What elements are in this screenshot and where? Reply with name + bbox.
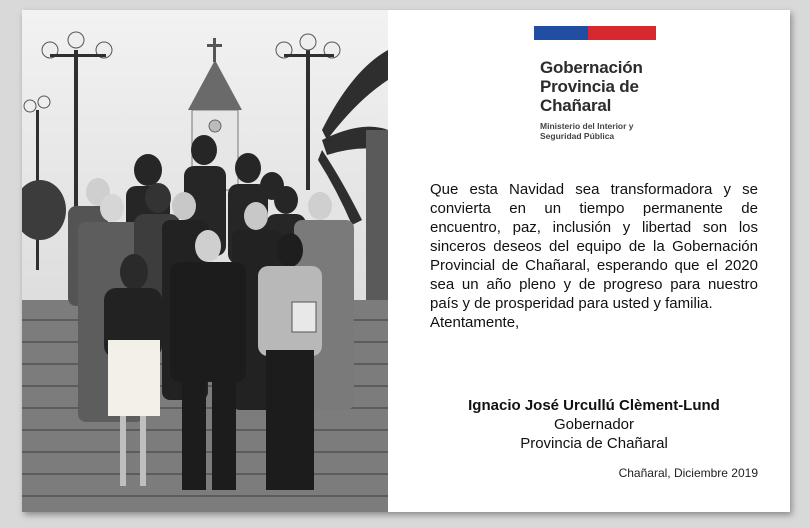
signatory-title: Gobernador <box>553 416 635 433</box>
institution-logo <box>540 58 700 141</box>
signature-block <box>430 396 758 453</box>
flag-red-stripe <box>588 26 656 40</box>
flag-blue-stripe <box>534 26 588 40</box>
brand-line-2: Provincia de <box>540 77 639 96</box>
brand-line-3: Chañaral <box>540 96 612 115</box>
message-closing: Atentamente, <box>430 314 520 331</box>
place-date: Chañaral, Diciembre 2019 <box>618 466 758 480</box>
brand-subtitle <box>540 121 700 141</box>
brand-sub-1: Ministerio del Interior y <box>540 121 634 131</box>
signatory-name: Ignacio José Urcullú Clèment-Lund <box>468 397 720 414</box>
message-body: Que esta Navidad sea transformadora y se convierta en un tiempo permanente de encuentro, paz, inclusión y libertad son los sinceros deseos del equipo de la Gobernación Provincial de Chañaral, esperando que el 2020 sea un año pleno y de progreso para nuestro país y de prosperidad para usted y familia. <box>430 181 758 312</box>
greeting-message <box>430 180 758 332</box>
signatory-org: Provincia de Chañaral <box>520 435 668 452</box>
group-photo-illustration <box>22 10 388 512</box>
brand-sub-2: Seguridad Pública <box>540 131 615 141</box>
flag-bar <box>534 26 656 40</box>
brand-line-1: Gobernación <box>540 58 643 77</box>
group-photo <box>22 10 388 512</box>
greeting-card <box>22 10 790 512</box>
